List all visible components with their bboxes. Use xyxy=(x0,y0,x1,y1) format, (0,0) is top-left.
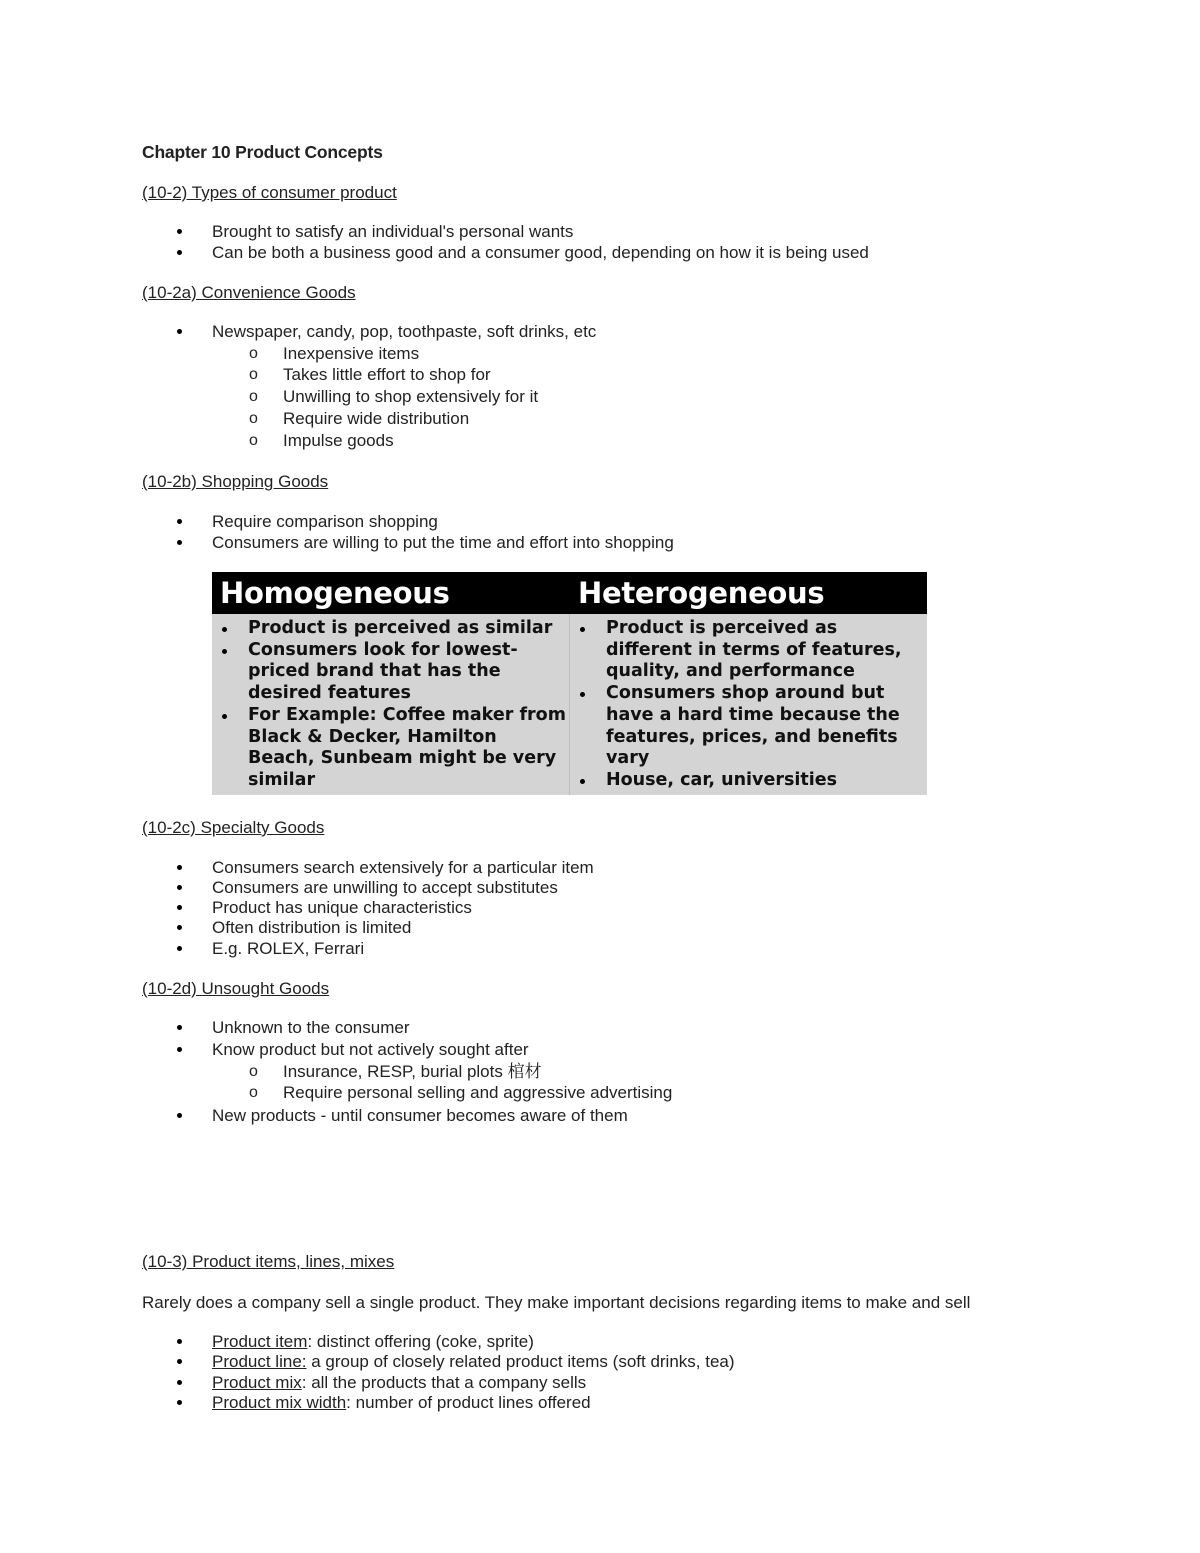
list-item: Consumers are willing to put the time and effort into shopping xyxy=(212,532,674,553)
heading-shopping-goods: (10-2b) Shopping Goods xyxy=(142,472,329,491)
list-item: E.g. ROLEX, Ferrari xyxy=(212,938,364,959)
bullet-icon xyxy=(177,1025,182,1030)
homogeneous-list xyxy=(212,618,567,792)
bullet-icon xyxy=(177,229,182,234)
heading-product-items-lines-mixes: (10-3) Product items, lines, mixes xyxy=(142,1252,395,1271)
list-item: Know product but not actively sought after xyxy=(212,1039,529,1060)
bullet-icon xyxy=(177,905,182,910)
page-title: Chapter 10 Product Concepts xyxy=(142,142,383,162)
heading-types-of-consumer-product: (10-2) Types of consumer product xyxy=(142,183,397,202)
bullet-icon xyxy=(177,1359,182,1364)
list-item: Can be both a business good and a consumer good, depending on how it is being used xyxy=(212,242,869,263)
heterogeneous-title: Heterogeneous xyxy=(578,576,825,610)
heading-specialty-goods: (10-2c) Specialty Goods xyxy=(142,818,325,837)
list-item: Often distribution is limited xyxy=(212,917,411,938)
sub-list-item: o Require wide distribution xyxy=(249,409,470,428)
list-item: House, car, universities xyxy=(570,770,922,792)
bullet-icon xyxy=(177,946,182,951)
bullet-icon xyxy=(177,1339,182,1344)
circle-bullet-icon: o xyxy=(249,366,258,383)
homogeneous-title: Homogeneous xyxy=(220,576,450,610)
list-item: Require comparison shopping xyxy=(212,511,438,532)
heading-unsought-goods: (10-2d) Unsought Goods xyxy=(142,979,330,998)
bullet-icon xyxy=(177,885,182,890)
term: Product line: xyxy=(212,1352,307,1371)
list-item: Newspaper, candy, pop, toothpaste, soft drinks, etc xyxy=(212,321,596,342)
heterogeneous-list xyxy=(570,618,922,792)
bullet-icon xyxy=(177,865,182,870)
list-item: Unknown to the consumer xyxy=(212,1017,410,1038)
list-item: Product is perceived as different in terms of features, quality, and performance xyxy=(570,618,922,683)
list-item: Consumers are unwilling to accept substitutes xyxy=(212,877,558,898)
bullet-icon xyxy=(177,329,182,334)
list-item: Product mix width: number of product lines offered xyxy=(212,1392,591,1413)
list-item: Consumers search extensively for a particular item xyxy=(212,857,594,878)
bullet-icon xyxy=(177,250,182,255)
list-item: Brought to satisfy an individual's personal wants xyxy=(212,221,573,242)
list-item: Product item: distinct offering (coke, sprite) xyxy=(212,1331,534,1352)
circle-bullet-icon: o xyxy=(249,1084,258,1101)
sub-list-item: o Insurance, RESP, burial plots 棺材 xyxy=(249,1062,542,1081)
bullet-icon xyxy=(177,540,182,545)
list-item: Consumers look for lowest-priced brand that has the desired features xyxy=(212,640,567,705)
circle-bullet-icon: o xyxy=(249,432,258,449)
term: Product mix width xyxy=(212,1393,347,1412)
sub-list-item: o Takes little effort to shop for xyxy=(249,365,491,384)
bullet-icon xyxy=(177,1380,182,1385)
list-item: Consumers shop around but have a hard time because the features, prices, and benefits vary xyxy=(570,683,922,770)
sub-list-item: o Require personal selling and aggressive advertising xyxy=(249,1083,673,1102)
bullet-icon xyxy=(177,1400,182,1405)
sub-list-item: o Inexpensive items xyxy=(249,344,420,363)
bullet-icon xyxy=(177,925,182,930)
list-item: For Example: Coffee maker from Black & Decker, Hamilton Beach, Sunbeam might be very similar xyxy=(212,705,567,792)
circle-bullet-icon: o xyxy=(249,410,258,427)
circle-bullet-icon: o xyxy=(249,388,258,405)
paragraph: Rarely does a company sell a single product. They make important decisions regarding items to make and sell xyxy=(142,1293,971,1312)
list-item: Product line: a group of closely related product items (soft drinks, tea) xyxy=(212,1351,735,1372)
list-item: Product mix: all the products that a company sells xyxy=(212,1372,586,1393)
term: Product item xyxy=(212,1332,308,1351)
sub-list-item: o Unwilling to shop extensively for it xyxy=(249,387,539,406)
bullet-icon xyxy=(177,1047,182,1052)
list-item: Product has unique characteristics xyxy=(212,897,472,918)
bullet-icon xyxy=(177,1113,182,1118)
term: Product mix xyxy=(212,1373,302,1392)
circle-bullet-icon: o xyxy=(249,345,258,362)
bullet-icon xyxy=(177,519,182,524)
heading-convenience-goods: (10-2a) Convenience Goods xyxy=(142,283,356,302)
comparison-table xyxy=(212,572,927,795)
list-item: Product is perceived as similar xyxy=(212,618,567,640)
sub-list-item: o Impulse goods xyxy=(249,431,394,450)
circle-bullet-icon: o xyxy=(249,1063,258,1080)
list-item: New products - until consumer becomes aware of them xyxy=(212,1105,628,1126)
